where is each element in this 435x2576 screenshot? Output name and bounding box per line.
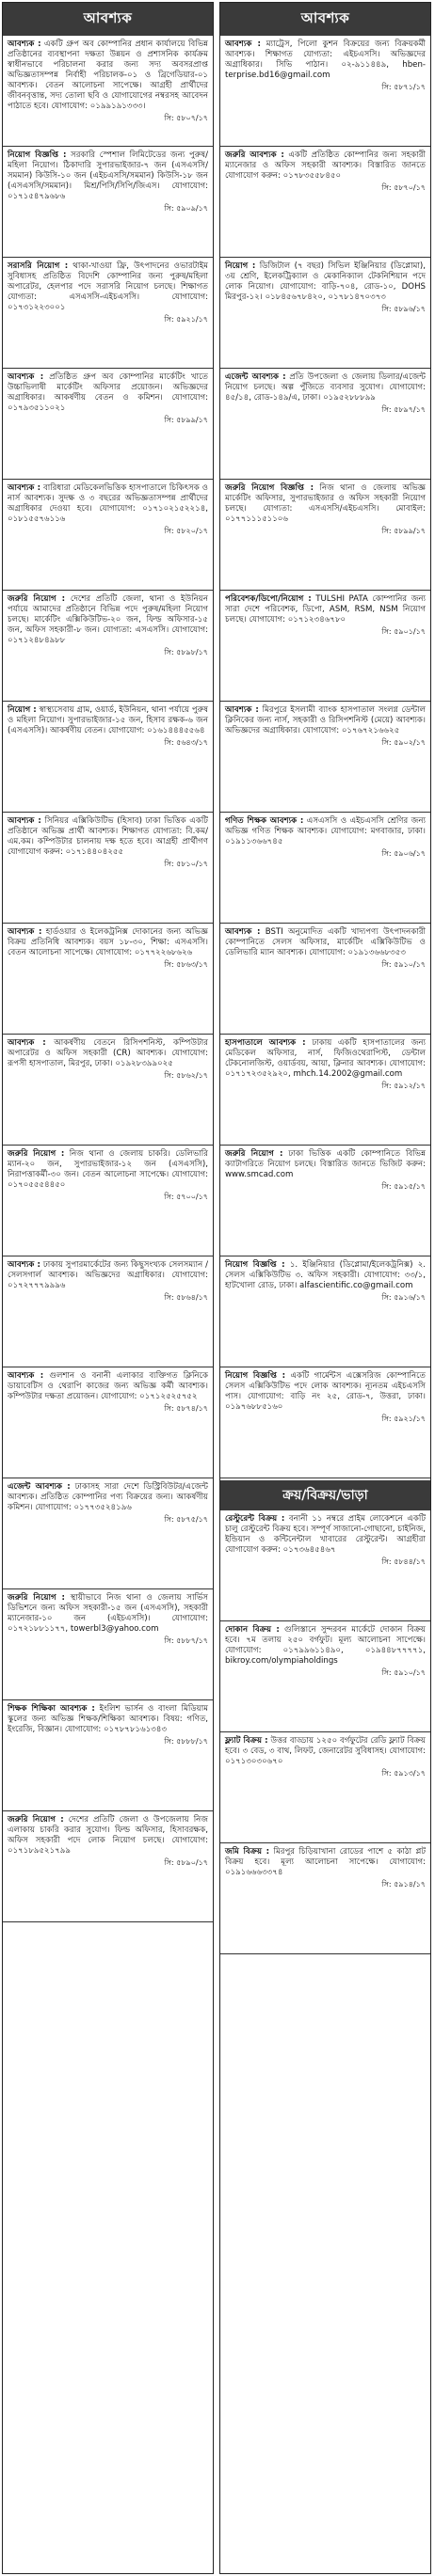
ad-body: ১. ইঞ্জিনিয়ার (ডিপ্লোমা/ইলেকট্রনিক্স) ২. সেলস এক্সিকিউটিভ ৩. অফিস সহকারী। যোগাযোগ: ৩৩/১, হাটখোলা রোড, ঢাকা। alfascientific.co@gmail.com xyxy=(225,1260,427,1290)
classified-ad xyxy=(3,147,213,258)
ad-code: সি: ৫৮৯৬/১৭ xyxy=(381,305,426,313)
left-ads-list xyxy=(3,36,213,1922)
classified-ad xyxy=(3,369,213,480)
ad-heading: আবশ্যক : xyxy=(8,372,44,382)
ad-heading: আবশ্যক : xyxy=(8,40,41,49)
ad-heading: জরুরি নিয়োগ : xyxy=(8,1149,65,1159)
ad-body: নিজ থানা ও জেলায় অভিজ্ঞ মার্কেটিং অফিসার, সুপারভাইজার ও অফিস সহকারী নিয়োগ চলছে। যোগ্যতা: এসএসসি/এইচএসসি। মোবাইল: ০১৭৭১১১৫১১০৬ xyxy=(225,483,426,524)
ad-body: মিরপুরে ইসলামী ব্যাংক হাসপাতাল সংলগ্ন ডেন্টাল ক্লিনিকের জন্য নার্স, সহকারী ও রিসিপশনিস্ট (মেয়ে) আবশ্যক। অভিজ্ঞদের অগ্রাধিকার। যোগাযোগ: ০১৭৬৭২১৬৬২৫ xyxy=(225,705,427,735)
classified-ad xyxy=(3,36,213,147)
classified-ad xyxy=(220,924,430,1035)
classified-ad xyxy=(220,36,430,147)
right-column-header: আবশ্যক xyxy=(220,3,430,36)
ad-body: ডিজিটাল (৭ বছর) সিভিল ইঞ্জিনিয়ার (ডিপ্লোমা), ৩য় শ্রেণি, ইলেকট্রিক্যাল ও মেকানিক্যাল টেকনিশিয়ান পদে লোক নিয়োগ। যোগাযোগ: বাড়ি-৭০৪, রোড-১০, DOHS মিরপুর-১২। ০১৮৪৫৬৭৮৪২০, ০১৭৮১৪৭০৩৭৩ xyxy=(225,261,426,302)
ad-code: সি: ৫৮৬৩/১৭ xyxy=(164,960,208,969)
ad-code: সি: ৫৮০৭/১৭ xyxy=(164,114,208,122)
ad-heading: জরুরি নিয়োগ : xyxy=(8,594,66,604)
ad-heading: নিয়োগ : xyxy=(225,261,256,271)
classified-ad xyxy=(3,1146,213,1256)
ad-heading: এজেন্ট আবশ্যক : xyxy=(225,372,286,382)
classified-ad xyxy=(220,1843,430,1954)
ad-code: সি: ৫৮৯৮/১৭ xyxy=(164,648,208,656)
ad-heading: আবশ্যক : xyxy=(8,483,41,493)
classified-ad xyxy=(220,1510,430,1621)
classified-ad xyxy=(3,1811,213,1922)
ad-code: সি: ৫৯০৯/১৭ xyxy=(164,204,208,213)
ad-body: নিজ থানা ও জেলায় চাকরি। ডেলিভারি ম্যান-২০ জন, সুপারভাইজার-১২ জন (এসএসসি), নিরাপত্তাকর্মী-৩০ জন। বেতন আলোচনা সাপেক্ষে। যোগাযোগ: ০১৭০৫৫৫৪৪৫০ xyxy=(8,1149,208,1190)
classified-ad xyxy=(3,813,213,924)
ad-code: সি: ৫৯০৬/১৭ xyxy=(381,849,426,858)
ad-code: সি: ৫৯০২/১৭ xyxy=(381,738,426,747)
ad-code: সি: ৫৯১০/১৭ xyxy=(381,1668,426,1677)
ad-code: সি: ৫৭০০/১৭ xyxy=(164,1193,208,1201)
ad-body: দেশের প্রতিটি জেলা ও উপজেলায় নিজ এলাকায় চাকরি করার সুযোগ। ফিল্ড অফিসার, হিসাবরক্ষক, অফিস সহকারী পদে লোক নিয়োগ চলছে। যোগাযোগ: ০১৭১৮৯৫২১৭৯৯ xyxy=(8,1815,209,1856)
ad-code: সি: ৫৬৪৩/১৭ xyxy=(164,738,208,747)
ad-code: সি: ৫৯২১/১৭ xyxy=(381,1414,426,1423)
ad-heading: নিয়োগ বিজ্ঞপ্তি : xyxy=(225,1260,285,1270)
left-column-header: আবশ্যক xyxy=(3,3,213,36)
classified-ad xyxy=(3,1700,213,1811)
classified-ad xyxy=(220,1035,430,1146)
classified-ad xyxy=(3,258,213,369)
ad-heading: জরুরি নিয়োগ : xyxy=(8,1593,65,1603)
ad-body: ম্যাট্রেস, পিলো কুশন বিক্রয়ের জন্য বিক্রয়কর্মী আবশ্যক। শিক্ষাগত যোগ্যতা: এইচএসসি। অভিজ্ঞদের অগ্রাধিকার। সিভি পাঠান। ০২-৯১১৪৪৯, hben-terprise.bd16@gmail.com xyxy=(225,40,427,80)
ad-code: সি: ৫৯১২/১৭ xyxy=(381,1082,426,1090)
classified-ad xyxy=(220,1256,430,1367)
ad-body: মিরপুর চিড়িয়াখানা রোডের পাশে ৫ কাঠা প্লট বিক্রয় হবে। মূল্য আলোচনা সাপেক্ষে। যোগাযোগ: ০১৯১৬৬৬৩৩৭৪ xyxy=(225,1847,426,1877)
classified-ad xyxy=(220,258,430,369)
ad-code: সি: ৫৮২০/১৭ xyxy=(164,527,208,535)
ad-body: ঢাকায় সুপারমার্কেটের জন্য কিছুসংখ্যক সেলসম্যান / সেলসগার্ল আবশ্যক। অভিজ্ঞদের অগ্রাধিকার। যোগাযোগ: ০১৭২৭৭৭৯৯৯৬ xyxy=(8,1260,208,1290)
ad-code: সি: ৫৮১০/১৭ xyxy=(164,860,208,868)
ad-body: উত্তর বাড্ডায় ১২৫০ বর্গফুটের রেডি ফ্ল্যাট বিক্রয় হবে। ৩ বেড, ৩ বাথ, লিফট, জেনারেটর সুবিধাসহ। যোগাযোগ: ০১৭১৩০৩০৬৭০ xyxy=(225,1736,426,1766)
ad-body: আকর্ষণীয় বেতনে রিসিপশনিস্ট, কম্পিউটার অপারেটর ও অফিস সহকারী (CR) আবশ্যক। যোগাযোগ: রূপসী হাসপাতাল, মিরপুর, ঢাকা। ০১৯২৮৩৯৯০২৫ xyxy=(8,1038,208,1068)
ad-body: TULSHI PATA কোম্পানির জন্য সারা দেশে পরিবেশক, ডিপো, ASM, RSM, NSM নিয়োগ চলছে। যোগাযোগ: ০১৭১২৩৪৬৭৮০ xyxy=(225,594,426,624)
ad-heading: গণিত শিক্ষক আবশ্যক : xyxy=(225,816,304,826)
ad-body: সিনিয়র এক্সিকিউটিভ (হিসাব) ঢাকা ভিত্তিক একটি প্রতিষ্ঠানে অভিজ্ঞ প্রার্থী আবশ্যক। শিক্ষাগত যোগ্যতা: বি.কম/এম.কম। কম্পিউটার চালনায় দক্ষ হতে হবে। আগ্রহী প্রার্থীগণ যোগাযোগ করুন: ০১৭১৪৪০৪২৫৫ xyxy=(8,816,208,857)
ad-body: একটি প্রতিষ্ঠিত কোম্পানির জন্য সহকারী ম্যানেজার ও অফিস সহকারী আবশ্যক। বিস্তারিত জানতে যোগাযোগ করুন: ০১৭৮৩৫৫৮৪৫০ xyxy=(225,150,426,181)
classified-ad xyxy=(220,1146,430,1256)
ad-code: সি: ৫৮৮৮/১৭ xyxy=(164,1737,208,1746)
ad-body: প্রতি উপজেলা ও জেলায় ডিলার/এজেন্ট নিয়োগ চলছে। অল্প পুঁজিতে ব্যবসার সুযোগ। যোগাযোগ: ৪৫/১৪, রোড-১৪৯/এ, ঢাকা। ০১৯৫২৮৮৮৯৯ xyxy=(225,372,426,403)
ad-heading: জরুরি নিয়োগ : xyxy=(225,1149,283,1159)
classified-ad xyxy=(3,591,213,702)
ad-heading: আবশ্যক : xyxy=(8,1371,44,1381)
classified-ad xyxy=(220,480,430,591)
ad-body: বারিধারা মেডিকেলভিত্তিক হাসপাতালে চিকিৎসক ও নার্স আবশ্যক। সুদক্ষ ও ৩ বছরের অভিজ্ঞতাসম্পন্ন প্রার্থীদের অগ্রাধিকার দেওয়া হবে। যোগাযোগ: ০১৭১০২১৫২২১৪, ০১৮১৫৫৭৬১১৬ xyxy=(8,483,208,524)
classified-ad xyxy=(220,1732,430,1843)
classified-ad xyxy=(3,1367,213,1478)
ad-heading: আবশ্যক : xyxy=(225,927,261,937)
ad-heading: আবশ্যক : xyxy=(8,927,42,937)
ad-heading: জরুরি নিয়োগ বিজ্ঞপ্তি : xyxy=(225,483,314,493)
ad-heading: দোকান বিক্রয় : xyxy=(225,1625,280,1635)
ad-body: স্বাস্থ্যসেবায় গ্রাম, ওয়ার্ড, ইউনিয়ন, থানা পর্যায়ে পুরুষ ও মহিলা নিয়োগ। সুপারভাইজার-১৫ জন, হিসাব রক্ষক-৬ জন (এসএসসি)। আকর্ষণীয় বেতন। যোগাযোগ: ০১৬১৪৪৪৫৫৬৪ xyxy=(8,705,208,735)
ad-code: সি: ৫৮৯০/১৭ xyxy=(164,1858,208,1867)
ad-heading: রেস্টুরেন্ট বিক্রয় : xyxy=(225,1514,285,1524)
ad-heading: নিয়োগ বিজ্ঞপ্তি : xyxy=(8,150,67,160)
classified-ad xyxy=(3,924,213,1035)
ad-code: সি: ৫৯০১/১৭ xyxy=(381,627,426,636)
classified-ad xyxy=(3,1256,213,1367)
ad-body: ঢাকায় একটি হাসপাতালের জন্য মেডিকেল অফিসার, নার্স, ফিজিওথেরাপিস্ট, ডেন্টাল টেকনোলজিস্ট, ওয়ার্ডবয়, আয়া, ক্লিনার আবশ্যক। যোগাযোগ: ০১৭১৭২৩৫২৯২০, mhch.14.2002@gmail.com xyxy=(225,1038,427,1079)
ad-code: সি: ৫৮৪৪/১৭ xyxy=(381,1557,426,1566)
ad-body: হার্ডওয়ার ও ইলেকট্রনিক্স দোকানের জন্য অভিজ্ঞ বিক্রয় প্রতিনিধি আবশ্যক। বয়স ১৮-৩০, শিক্ষা: এসএসসি। বেতন আলোচনা সাপেক্ষে। যোগাযোগ: ০১৭৭২২৬৮৬২৬ xyxy=(8,927,208,957)
ad-body: সরকারি স্পেশাল লিমিটেডের জন্য পুরুষ/মহিলা নিয়োগ। ঠিকাদারি সুপারভাইজার-৭ জন (এসএসসি/সমমান) কিউসি-১০ জন (এইচএসসি/সমমান) কিউসি-১৮ জন (এসএসসি/সমমান)। মিশ্র/পিসি/সিপি/জিএস। যোগাযোগ: ০১৭১৫৪৭৯৬৮৬ xyxy=(8,150,209,201)
ad-heading: নিয়োগ বিজ্ঞপ্তি : xyxy=(225,1371,286,1381)
ad-code: সি: ৫৮৯৯/১৭ xyxy=(381,527,426,535)
ad-code: সি: ৫৮৬২/১৭ xyxy=(164,1071,208,1080)
ad-code: সি: ৫৯২১/১৭ xyxy=(164,315,208,324)
ad-heading: জরুরি আবশ্যক : xyxy=(225,150,284,160)
classified-ad xyxy=(220,369,430,480)
ad-body: ইংলিশ ভার্সন ও বাংলা মিডিয়াম স্কুলের জন্য অভিজ্ঞ শিক্ষক/শিক্ষিকা আবশ্যক। বিষয়: গণিত, ইংরেজি, বিজ্ঞান। যোগাযোগ: ০১৭৮৭৮১৬১৩৪৩ xyxy=(8,1704,209,1734)
ad-code: সি: ৫৯১৪/১৭ xyxy=(381,1880,426,1889)
classified-ad xyxy=(3,1478,213,1589)
right-column xyxy=(219,2,431,2574)
classified-ad xyxy=(3,1589,213,1700)
ad-body: থাকা-খাওয়া ফ্রি, উৎপাদনের ওভারটাইম সুবিধাসহ প্রতিষ্ঠিত বিদেশি কোম্পানির জন্য পুরুষ/মহিলা অপারেটর, হেলপার পদে সরাসরি নিয়োগ চলছে। শিক্ষাগত যোগ্যতা: এসএসসি-এইচএসসি। যোগাযোগ: ০১৭৩১২২৩০০১ xyxy=(8,261,208,312)
ad-heading: আবশ্যক : xyxy=(225,40,261,49)
ad-code: সি: ৫৮৭৪/১৭ xyxy=(164,1404,208,1413)
classified-ad xyxy=(3,702,213,813)
ad-body: ঢাকাসহ সারা দেশে ডিস্ট্রিবিউটর/এজেন্ট আবশ্যক। প্রতিষ্ঠিত কোম্পানির পণ্য বিক্রয়ের জন্য। আকর্ষণীয় কমিশন। যোগাযোগ: ০১৭৭৩৫২৪১৯৬ xyxy=(8,1482,208,1512)
ad-body: BSTI অনুমোদিত একটি খাদ্যপণ্য উৎপাদনকারী কোম্পানিতে সেলস অফিসার, মার্কেটিং এক্সিকিউটিভ ও ডেলিভারি ম্যান আবশ্যক। যোগাযোগ: ০১৯১৩৬৬৮৩৫৩ xyxy=(225,927,427,957)
ad-heading: আবশ্যক : xyxy=(8,816,41,826)
ad-body: গুলশান ও বনানী এলাকার ব্যক্তিগত ক্লিনিকে ডায়াবেটিস ও থেরাপি কাজের জন্য অভিজ্ঞ কর্মী আবশ্যক। কম্পিউটার দক্ষতা প্রয়োজন। যোগাযোগ: ০১৭১২৫২৫৭৫২ xyxy=(8,1371,209,1401)
ad-heading: সরাসরি নিয়োগ : xyxy=(8,261,69,271)
ad-body: এসএসসি ও এইচএসসি শ্রেণির জন্য অভিজ্ঞ গণিত শিক্ষক আবশ্যক। যোগাযোগ: মগবাজার, ঢাকা। ০১৯১১৩৬৬৭৪৫ xyxy=(225,816,426,846)
ad-code: সি: ৫৯১৬/১৭ xyxy=(381,1293,426,1302)
ad-code: সি: ৫৯১৫/১৭ xyxy=(381,1182,426,1191)
ad-heading: শিক্ষক শিক্ষিকা আবশ্যক : xyxy=(8,1704,95,1714)
classified-ad xyxy=(220,702,430,813)
ad-code: সি: ৫৮৯৭/১৭ xyxy=(381,405,426,414)
classified-ad xyxy=(220,813,430,924)
ad-heading: পরিবেশক/ডিপো/নিয়োগ : xyxy=(225,594,312,604)
ad-code: সি: ৫৮৯৯/১৭ xyxy=(164,416,208,424)
ad-code: সি: ৫৯১৩/১৭ xyxy=(381,1769,426,1778)
ad-body: দেশের প্রতিটি জেলা, থানা ও ইউনিয়ন পর্যায়ে আমাদের প্রতিষ্ঠানে বিভিন্ন পদে পুরুষ/মহিলা নিয়োগ চলছে। মার্কেটিং এক্সিকিউটিভ-২০ জন, ফিল্ড অফিসার-১৫ জন, অফিস সহকারী-৮ জন। যোগ্যতা: এসএসসি। যোগাযোগ: ০১৭১২৪৮৪৯৮৮ xyxy=(8,594,208,645)
ad-body: গুলিস্তানে সুন্দরবন মার্কেটে দোকান বিক্রয় হবে। ৭ম তলায় ২৫০ বর্গফুট। মূল্য আলোচনা সাপেক্ষে। যোগাযোগ: ০১৭৯৯৬১১৪৯০, ০১৯৪৪৮৭৭৭৭১, bikroy.com/olympiaholdings xyxy=(225,1625,426,1666)
ad-heading: আবশ্যক : xyxy=(8,1038,46,1048)
ad-body: বনানী ১১ নম্বরে প্রাইম লোকেশনে একটি চালু রেস্টুরেন্ট বিক্রয় হবে। সম্পূর্ণ সাজানো-গোছানো, চাইনিজ, ইন্ডিয়ান ও কন্টিনেন্টাল খাবারের রেস্টুরেন্ট। আগ্রহীরা যোগাযোগ করুন: ০১৭৩৬৪৫৪৬৭ xyxy=(225,1514,427,1555)
ad-body: স্থায়ীভাবে নিজ থানা ও জেলায় সার্ভিস ডিভিশনে জন্য অফিস সহকারী-১৫ জন (এসএসসি), সহকারী ম্যানেজার-১০ জন (এইচএসসি)। যোগাযোগ: ০১৭২১৮৮১১৭৭, towerbl3@yahoo.com xyxy=(8,1593,208,1634)
ad-body: একটি গ্রুপ অব কোম্পানির প্রধান কার্যালয়ে বিভিন্ন প্রতিষ্ঠানের ব্যবস্থাপনা দক্ষতা উন্নয়ন ও প্রশাসনিক কার্যক্রম স্বাধীনভাবে পরিচালনা করার জন্য সদ্য অবসরপ্রাপ্ত অভিজ্ঞতাসম্পন্ন নির্বাহী পরিচালক-০১ ও ব্রিগেডিয়ার-০১ আবশ্যক। বেতন আলোচনা সাপেক্ষে। আগ্রহী প্রার্থীদের জীবনবৃত্তান্ত, সদ্য তোলা ছবি ও যোগাযোগের নম্বরসহ আবেদন পাঠাতে হবে। যোগাযোগ: ০১৯৯১৯১৩৩৩। xyxy=(8,40,209,111)
ad-code: সি: ৫৮৬৪/১৭ xyxy=(164,1293,208,1302)
ad-code: সি: ৫৯১০/১৭ xyxy=(381,960,426,969)
ad-body: একটি গার্মেন্টস এক্সেসরিজ কোম্পানিতে সেলস এক্সিকিউটিভ পদে লোক আবশ্যক। ন্যূনতম এইচএসসি পাস। যোগাযোগ: বাড়ি নং ২৫, রোড-৭, উত্তরা, ঢাকা। ০১৯৭৬৮৮৫১৬০ xyxy=(225,1371,427,1412)
ad-heading: ফ্ল্যাট বিক্রয় : xyxy=(225,1736,268,1746)
classified-ad xyxy=(220,1621,430,1732)
ad-heading: এজেন্ট আবশ্যক : xyxy=(8,1482,71,1492)
classified-ad xyxy=(3,1035,213,1146)
ad-body: ঢাকা ভিত্তিক একটি কোম্পানিতে বিভিন্ন ক্যাটাগরিতে নিয়োগ চলছে। বিস্তারিত জানতে ভিজিট করুন: www.smcad.com xyxy=(225,1149,426,1179)
ad-code: সি: ৫৮৭১/১৭ xyxy=(381,83,426,91)
classified-ad xyxy=(3,480,213,591)
classified-ad xyxy=(220,1367,430,1478)
ad-heading: জরুরি নিয়োগ : xyxy=(8,1815,64,1825)
sale-section-header: ক্রয়/বিক্রয়/ভাড়া xyxy=(220,1480,430,1510)
ad-heading: আবশ্যক : xyxy=(8,1260,40,1270)
ad-body: প্রতিষ্ঠিত গ্রুপ অব কোম্পানির মার্কেটিং খাতে উচ্চাভিলাষী মার্কেটিং অফিসার প্রয়োজন। অভিজ্ঞদের অগ্রাধিকার। আকর্ষণীয় বেতন ও কমিশন। যোগাযোগ: ০১৭৯৩৫১১০২১ xyxy=(8,372,208,413)
ad-code: সি: ৫৮৭০/১৭ xyxy=(381,183,426,192)
right-ads-list xyxy=(220,36,430,1478)
ad-heading: হাসপাতালে আবশ্যক : xyxy=(225,1038,306,1048)
ad-code: সি: ৫৮৮৭/১৭ xyxy=(164,1636,208,1645)
sale-ads-list xyxy=(220,1510,430,1954)
ad-heading: জমি বিক্রয় : xyxy=(225,1847,270,1857)
ad-code: সি: ৫৮৭৫/১৭ xyxy=(164,1515,208,1524)
classified-ad xyxy=(220,591,430,702)
left-column xyxy=(2,2,214,2574)
ad-heading: নিয়োগ : xyxy=(8,705,37,715)
classified-ad xyxy=(220,147,430,258)
ad-heading: আবশ্যক : xyxy=(225,705,259,715)
